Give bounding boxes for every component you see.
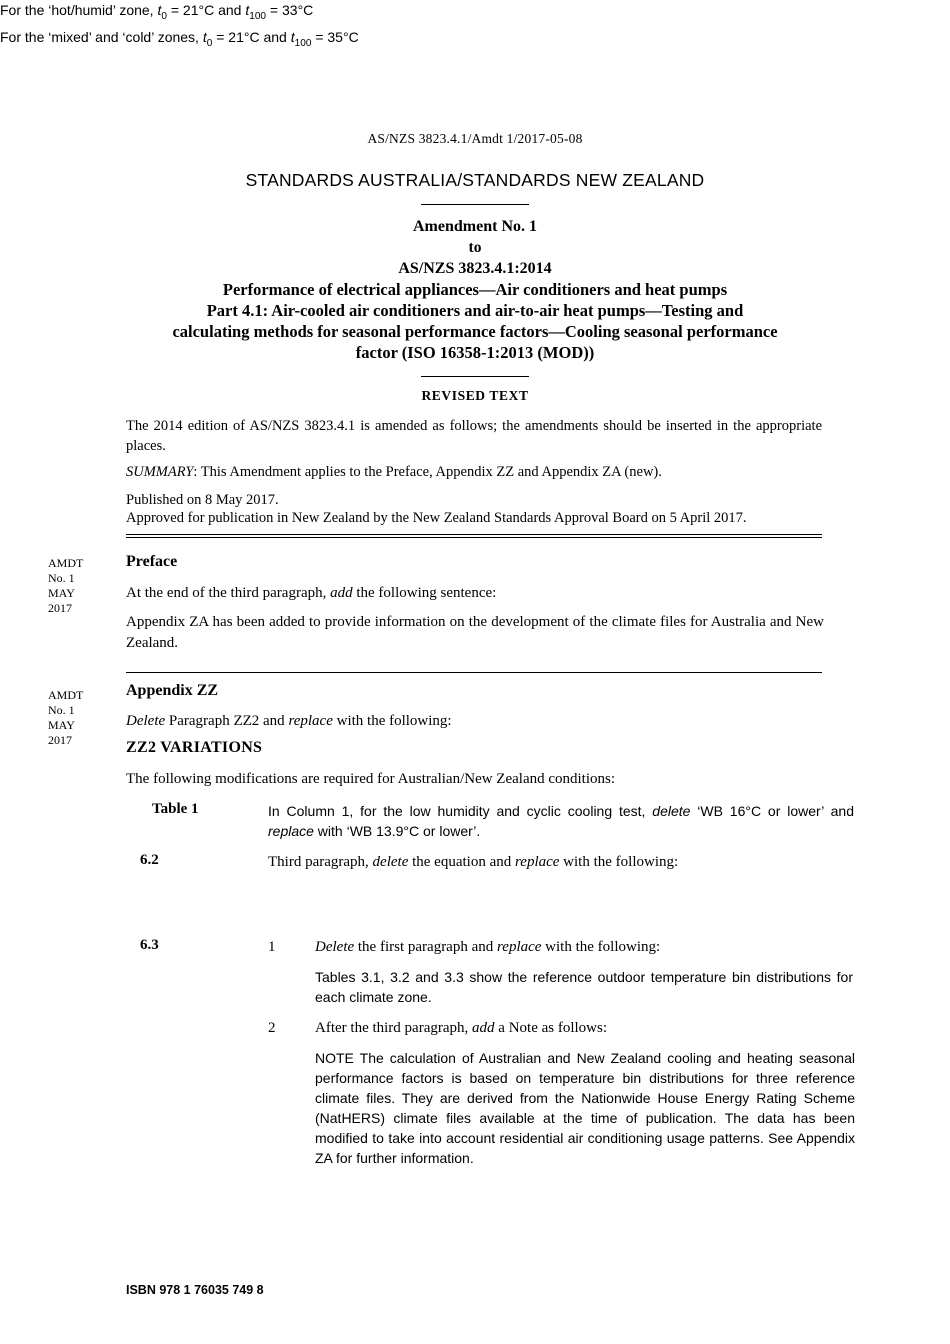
organisation-title: STANDARDS AUSTRALIA/STANDARDS NEW ZEALAND: [245, 170, 705, 190]
appendix-zz-instruction-part2: with the following:: [332, 713, 452, 729]
variation-label-6-2: 6.2: [140, 852, 159, 868]
variation-text-table1-part1: In Column 1, for the low humidity and cyclic cooling test,: [268, 803, 653, 819]
margin-mark-line4: 2017: [48, 601, 72, 615]
variation-label-6-3: 6.3: [140, 937, 159, 953]
revised-text-heading: REVISED TEXT: [421, 388, 529, 403]
variation-text-6-2-part3: with the following:: [559, 854, 679, 870]
equation-line-1-mid: = 21°C and: [166, 2, 246, 18]
preface-paragraph: Appendix ZA has been added to provide information on the development of the climate files for Australia and New Zealand.: [126, 614, 824, 651]
variation-text-table1: [268, 801, 854, 841]
document-reference: AS/NZS 3823.4.1/Amdt 1/2017-05-08: [367, 131, 583, 146]
standard-title-line-3: calculating methods for seasonal performance factors—Cooling seasonal performance: [172, 322, 778, 341]
equation-line-1-pre: For the ‘hot/humid’ zone,: [0, 2, 158, 18]
variation-note-6-3: NOTE The calculation of Australian and New Zealand cooling and heating seasonal performance factors is based on temperature bin distributions for three reference climate files. They are derived from the Nationwide House Energy Rating Scheme (NatHERS) climate files available at the time of publication. The data has been modified to take into account residential air conditioning usage patterns. See Appendix ZA for further information.: [315, 1050, 855, 1166]
margin-amendment-mark-1: [48, 556, 118, 616]
variation-label-table1: Table 1: [152, 801, 199, 817]
summary-text: : This Amendment applies to the Preface, Appendix ZZ and Appendix ZA (new).: [193, 464, 662, 480]
section-divider-1b: [126, 537, 822, 538]
variation-item-number-1: 1: [268, 939, 276, 955]
equation-line-2-t100: t: [290, 28, 295, 45]
preface-instruction-part2: the following sentence:: [352, 585, 497, 601]
equation-line-2-t0: t: [202, 28, 207, 45]
variation-text-table1-part3: with ‘WB 13.9°C or lower’.: [313, 823, 481, 839]
variation-text-6-2-part2: the equation and: [408, 854, 515, 870]
equation-line-2-t100-sub: 100: [294, 37, 312, 49]
variation-text-6-2: [268, 852, 854, 873]
variation-text-6-3-item2: [315, 1018, 855, 1039]
variation-text-6-3-item1-part2: with the following:: [541, 939, 661, 955]
equation-line-1-t0-sub: 0: [161, 10, 167, 22]
equation-line-2-t0-sub: 0: [206, 37, 213, 49]
margin-mark-line1: AMDT: [48, 688, 84, 702]
margin-mark-line3: MAY: [48, 586, 75, 600]
margin-amendment-mark-2: [48, 688, 118, 748]
variation-equations-6-2: [0, 0, 586, 54]
variation-subtext-6-3-item1: Tables 3.1, 3.2 and 3.3 show the reference outdoor temperature bin distributions for each climate zone.: [315, 969, 853, 1005]
approval-statement: Approved for publication in New Zealand by the New Zealand Standards Approval Board on 5 April 2017.: [126, 510, 747, 526]
preface-instruction-italic: add: [330, 585, 353, 601]
appendix-zz-instruction: [126, 711, 822, 732]
variation-text-table1-italic2: replace: [268, 823, 314, 839]
variation-text-6-3-item1-part1: the first paragraph and: [354, 939, 497, 955]
equation-line-2-end: = 35°C: [311, 28, 359, 45]
margin-mark-line2: No. 1: [48, 571, 75, 585]
summary-paragraph: [126, 462, 822, 482]
equation-line-1: [0, 0, 586, 27]
isbn-footer: ISBN 978 1 76035 749 8: [126, 1283, 264, 1297]
divider-mid: [421, 376, 529, 377]
variation-text-table1-part2: ‘WB 16°C or lower’ and: [690, 803, 855, 819]
amendment-number: Amendment No. 1: [413, 218, 537, 235]
section-divider-1: [126, 534, 822, 535]
equation-line-2-pre: For the ‘mixed’ and ‘cold’ zones,: [0, 28, 203, 45]
appendix-zz-instruction-part1: Paragraph ZZ2 and: [165, 713, 289, 729]
preface-instruction: [126, 583, 822, 604]
section-divider-2: [126, 672, 822, 673]
variation-text-6-2-italic1: delete: [372, 854, 409, 870]
variation-text-6-3-item2-part1: After the third paragraph,: [315, 1020, 473, 1036]
variation-text-6-3-item1-italic2: replace: [497, 939, 542, 955]
zz2-heading: ZZ2 VARIATIONS: [126, 739, 263, 756]
summary-label: SUMMARY: [126, 464, 194, 480]
equation-line-2: [0, 27, 586, 54]
margin-mark-line4: 2017: [48, 733, 72, 747]
margin-mark-line3: MAY: [48, 718, 75, 732]
standard-title-line-1: Performance of electrical appliances—Air conditioners and heat pumps: [222, 280, 728, 299]
equation-line-1-end: = 33°C: [266, 2, 314, 18]
variation-text-6-2-part1: Third paragraph,: [268, 854, 373, 870]
variation-text-table1-italic1: delete: [652, 803, 691, 819]
amendment-title-block: [0, 216, 950, 363]
zz2-lead-in: The following modifications are required for Australian/New Zealand conditions:: [126, 771, 616, 787]
equation-line-1-t100-sub: 100: [249, 10, 267, 22]
equation-line-1-t0: t: [157, 2, 162, 18]
variation-text-6-3-item2-italic1: add: [472, 1020, 495, 1036]
margin-mark-line1: AMDT: [48, 556, 84, 570]
margin-mark-line2: No. 1: [48, 703, 75, 717]
variation-item-number-2: 2: [268, 1020, 276, 1036]
published-date: Published on 8 May 2017.: [126, 492, 279, 508]
variation-text-6-2-italic2: replace: [515, 854, 560, 870]
standard-title-line-2: Part 4.1: Air-cooled air conditioners and air-to-air heat pumps—Testing and: [206, 301, 744, 320]
variation-text-6-3-item1-italic1: Delete: [315, 939, 355, 955]
amendment-to: to: [468, 239, 482, 256]
variation-text-6-3-item2-part2: a Note as follows:: [494, 1020, 608, 1036]
standard-title-line-4: factor (ISO 16358-1:2013 (MOD)): [355, 343, 595, 362]
equation-line-2-mid: = 21°C and: [212, 28, 291, 45]
equation-line-1-t100: t: [245, 2, 250, 18]
preface-heading: Preface: [126, 553, 178, 570]
preface-instruction-part1: At the end of the third paragraph,: [126, 585, 331, 601]
variation-text-6-3-item1: [315, 937, 855, 958]
appendix-zz-instruction-italic-1: Delete: [126, 713, 166, 729]
appendix-zz-instruction-italic-2: replace: [288, 713, 333, 729]
standard-number: AS/NZS 3823.4.1:2014: [398, 260, 552, 277]
amendment-instruction: The 2014 edition of AS/NZS 3823.4.1 is amended as follows; the amendments should be inserted in the appropriate places.: [126, 418, 822, 454]
divider-top: [421, 204, 529, 205]
appendix-zz-heading: Appendix ZZ: [126, 682, 219, 699]
